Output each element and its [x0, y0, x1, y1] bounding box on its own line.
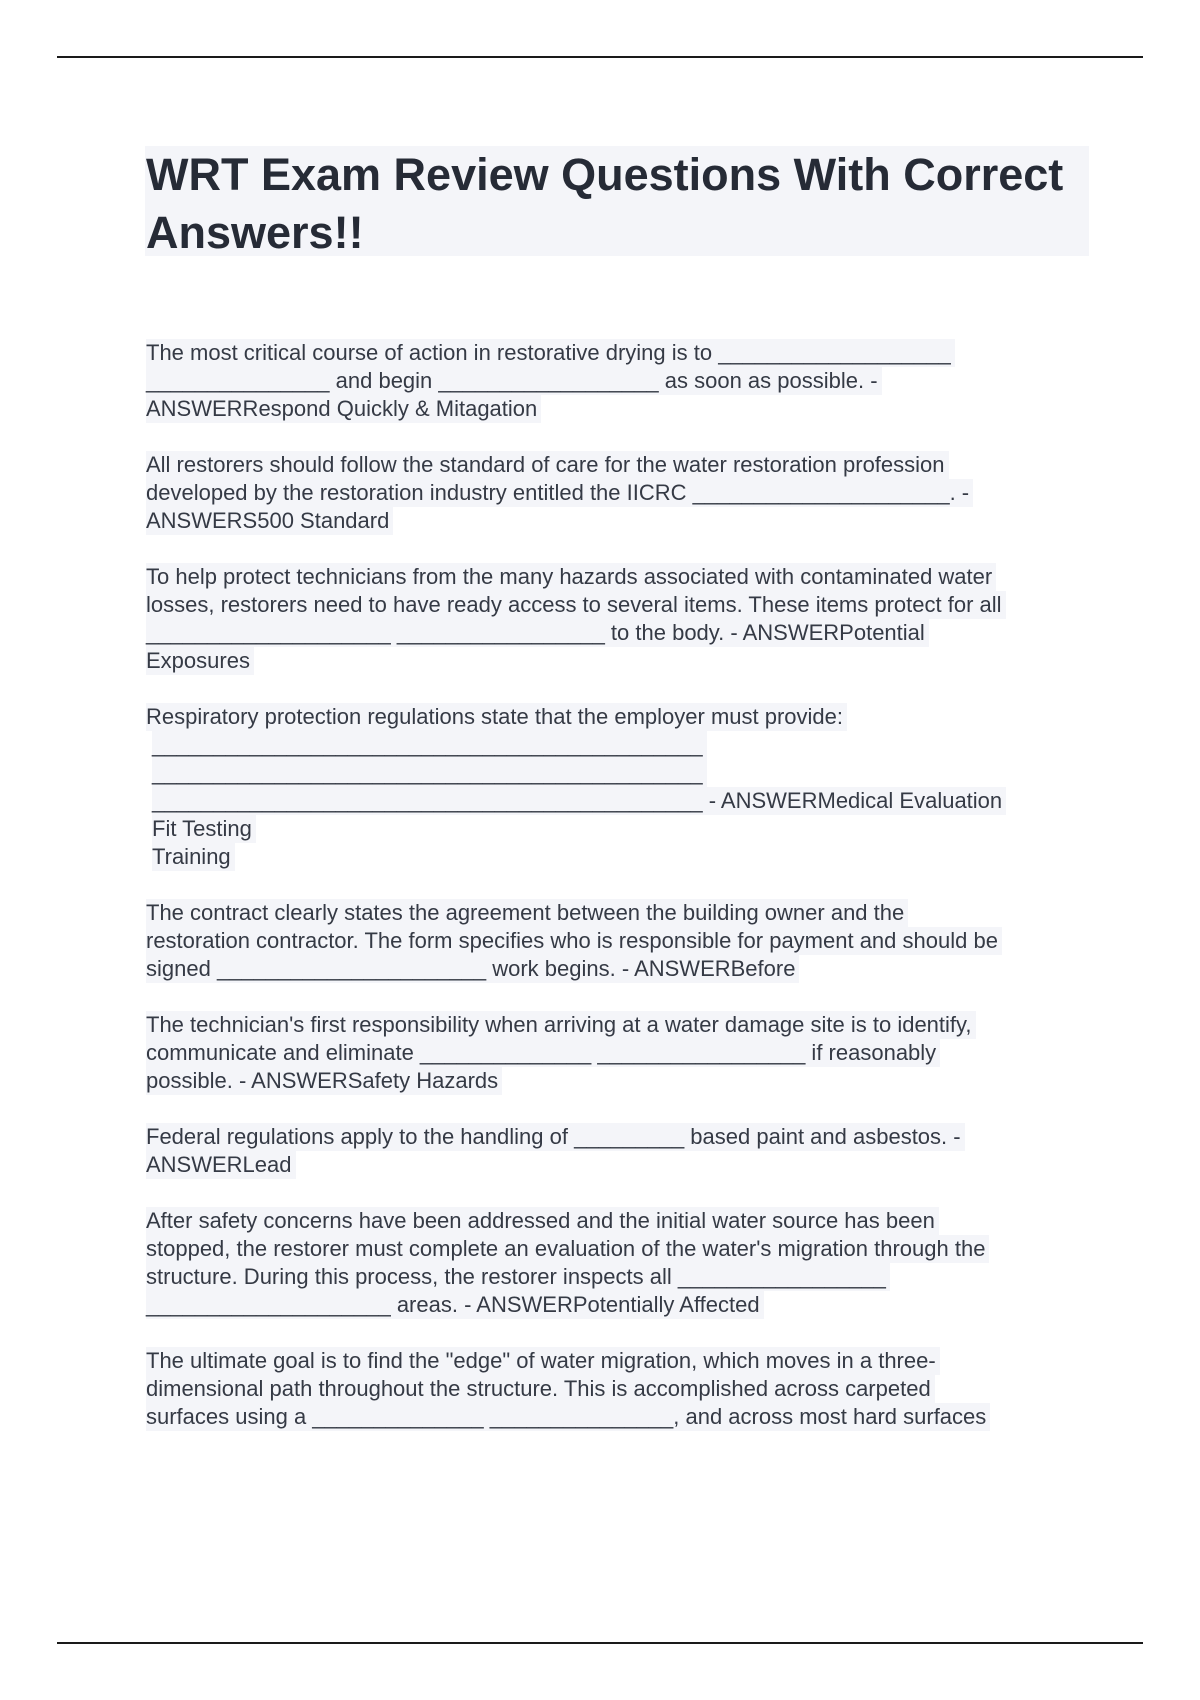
question-block-3	[146, 563, 1091, 675]
question-block-2	[146, 451, 1091, 535]
text-line: dimensional path throughout the structure. This is accomplished across carpeted	[146, 1375, 935, 1403]
text-line: signed ______________________ work begins. - ANSWERBefore	[146, 955, 799, 983]
text-line: The ultimate goal is to find the "edge" of water migration, which moves in a three-	[146, 1347, 940, 1375]
text-line: _______________ and begin __________________ as soon as possible. -	[146, 367, 882, 395]
text-line: Fit Testing	[152, 815, 256, 843]
text-line: ____________________ areas. - ANSWERPotentially Affected	[146, 1291, 764, 1319]
question-block-7	[146, 1123, 1091, 1179]
text-line: All restorers should follow the standard of care for the water restoration profession	[146, 451, 949, 479]
text-line: _____________________________________________	[152, 759, 707, 787]
text-line: ANSWERRespond Quickly & Mitagation	[146, 395, 541, 423]
text-line: developed by the restoration industry entitled the IICRC _____________________. -	[146, 479, 973, 507]
text-line: The contract clearly states the agreement between the building owner and the	[146, 899, 908, 927]
text-line: Exposures	[146, 647, 254, 675]
text-line: To help protect technicians from the many hazards associated with contaminated water	[146, 563, 996, 591]
question-block-6	[146, 1011, 1091, 1095]
text-line: Respiratory protection regulations state that the employer must provide:	[146, 703, 847, 731]
text-line: structure. During this process, the restorer inspects all _________________	[146, 1263, 890, 1291]
text-line: restoration contractor. The form specifies who is responsible for payment and should be	[146, 927, 1002, 955]
text-line: ANSWERLead	[146, 1151, 296, 1179]
text-line: _____________________________________________ - ANSWERMedical Evaluation	[152, 787, 1006, 815]
document-title: WRT Exam Review Questions With Correct Answers!!	[146, 149, 1064, 258]
text-line: communicate and eliminate ______________ _________________ if reasonably	[146, 1039, 940, 1067]
text-line: ____________________ _________________ to the body. - ANSWERPotential	[146, 619, 929, 647]
top-rule	[57, 56, 1143, 58]
text-line: surfaces using a ______________ _______________, and across most hard surfaces	[146, 1403, 990, 1431]
text-line: Training	[152, 843, 235, 871]
document-body	[146, 339, 1091, 1431]
text-line: stopped, the restorer must complete an evaluation of the water's migration through the	[146, 1235, 989, 1263]
text-line: ANSWERS500 Standard	[146, 507, 393, 535]
question-block-8	[146, 1207, 1091, 1319]
text-line: The technician's first responsibility when arriving at a water damage site is to identify,	[146, 1011, 976, 1039]
text-line: Federal regulations apply to the handling of _________ based paint and asbestos. -	[146, 1123, 965, 1151]
text-line: The most critical course of action in restorative drying is to ___________________	[146, 339, 955, 367]
bottom-rule	[57, 1642, 1143, 1644]
text-line: _____________________________________________	[152, 731, 707, 759]
question-block-1	[146, 339, 1091, 423]
question-block-4	[146, 703, 1091, 871]
question-block-9	[146, 1347, 1091, 1431]
text-line: After safety concerns have been addressed and the initial water source has been	[146, 1207, 939, 1235]
question-block-5	[146, 899, 1091, 983]
text-line: losses, restorers need to have ready access to several items. These items protect for all	[146, 591, 1006, 619]
text-line: possible. - ANSWERSafety Hazards	[146, 1067, 502, 1095]
